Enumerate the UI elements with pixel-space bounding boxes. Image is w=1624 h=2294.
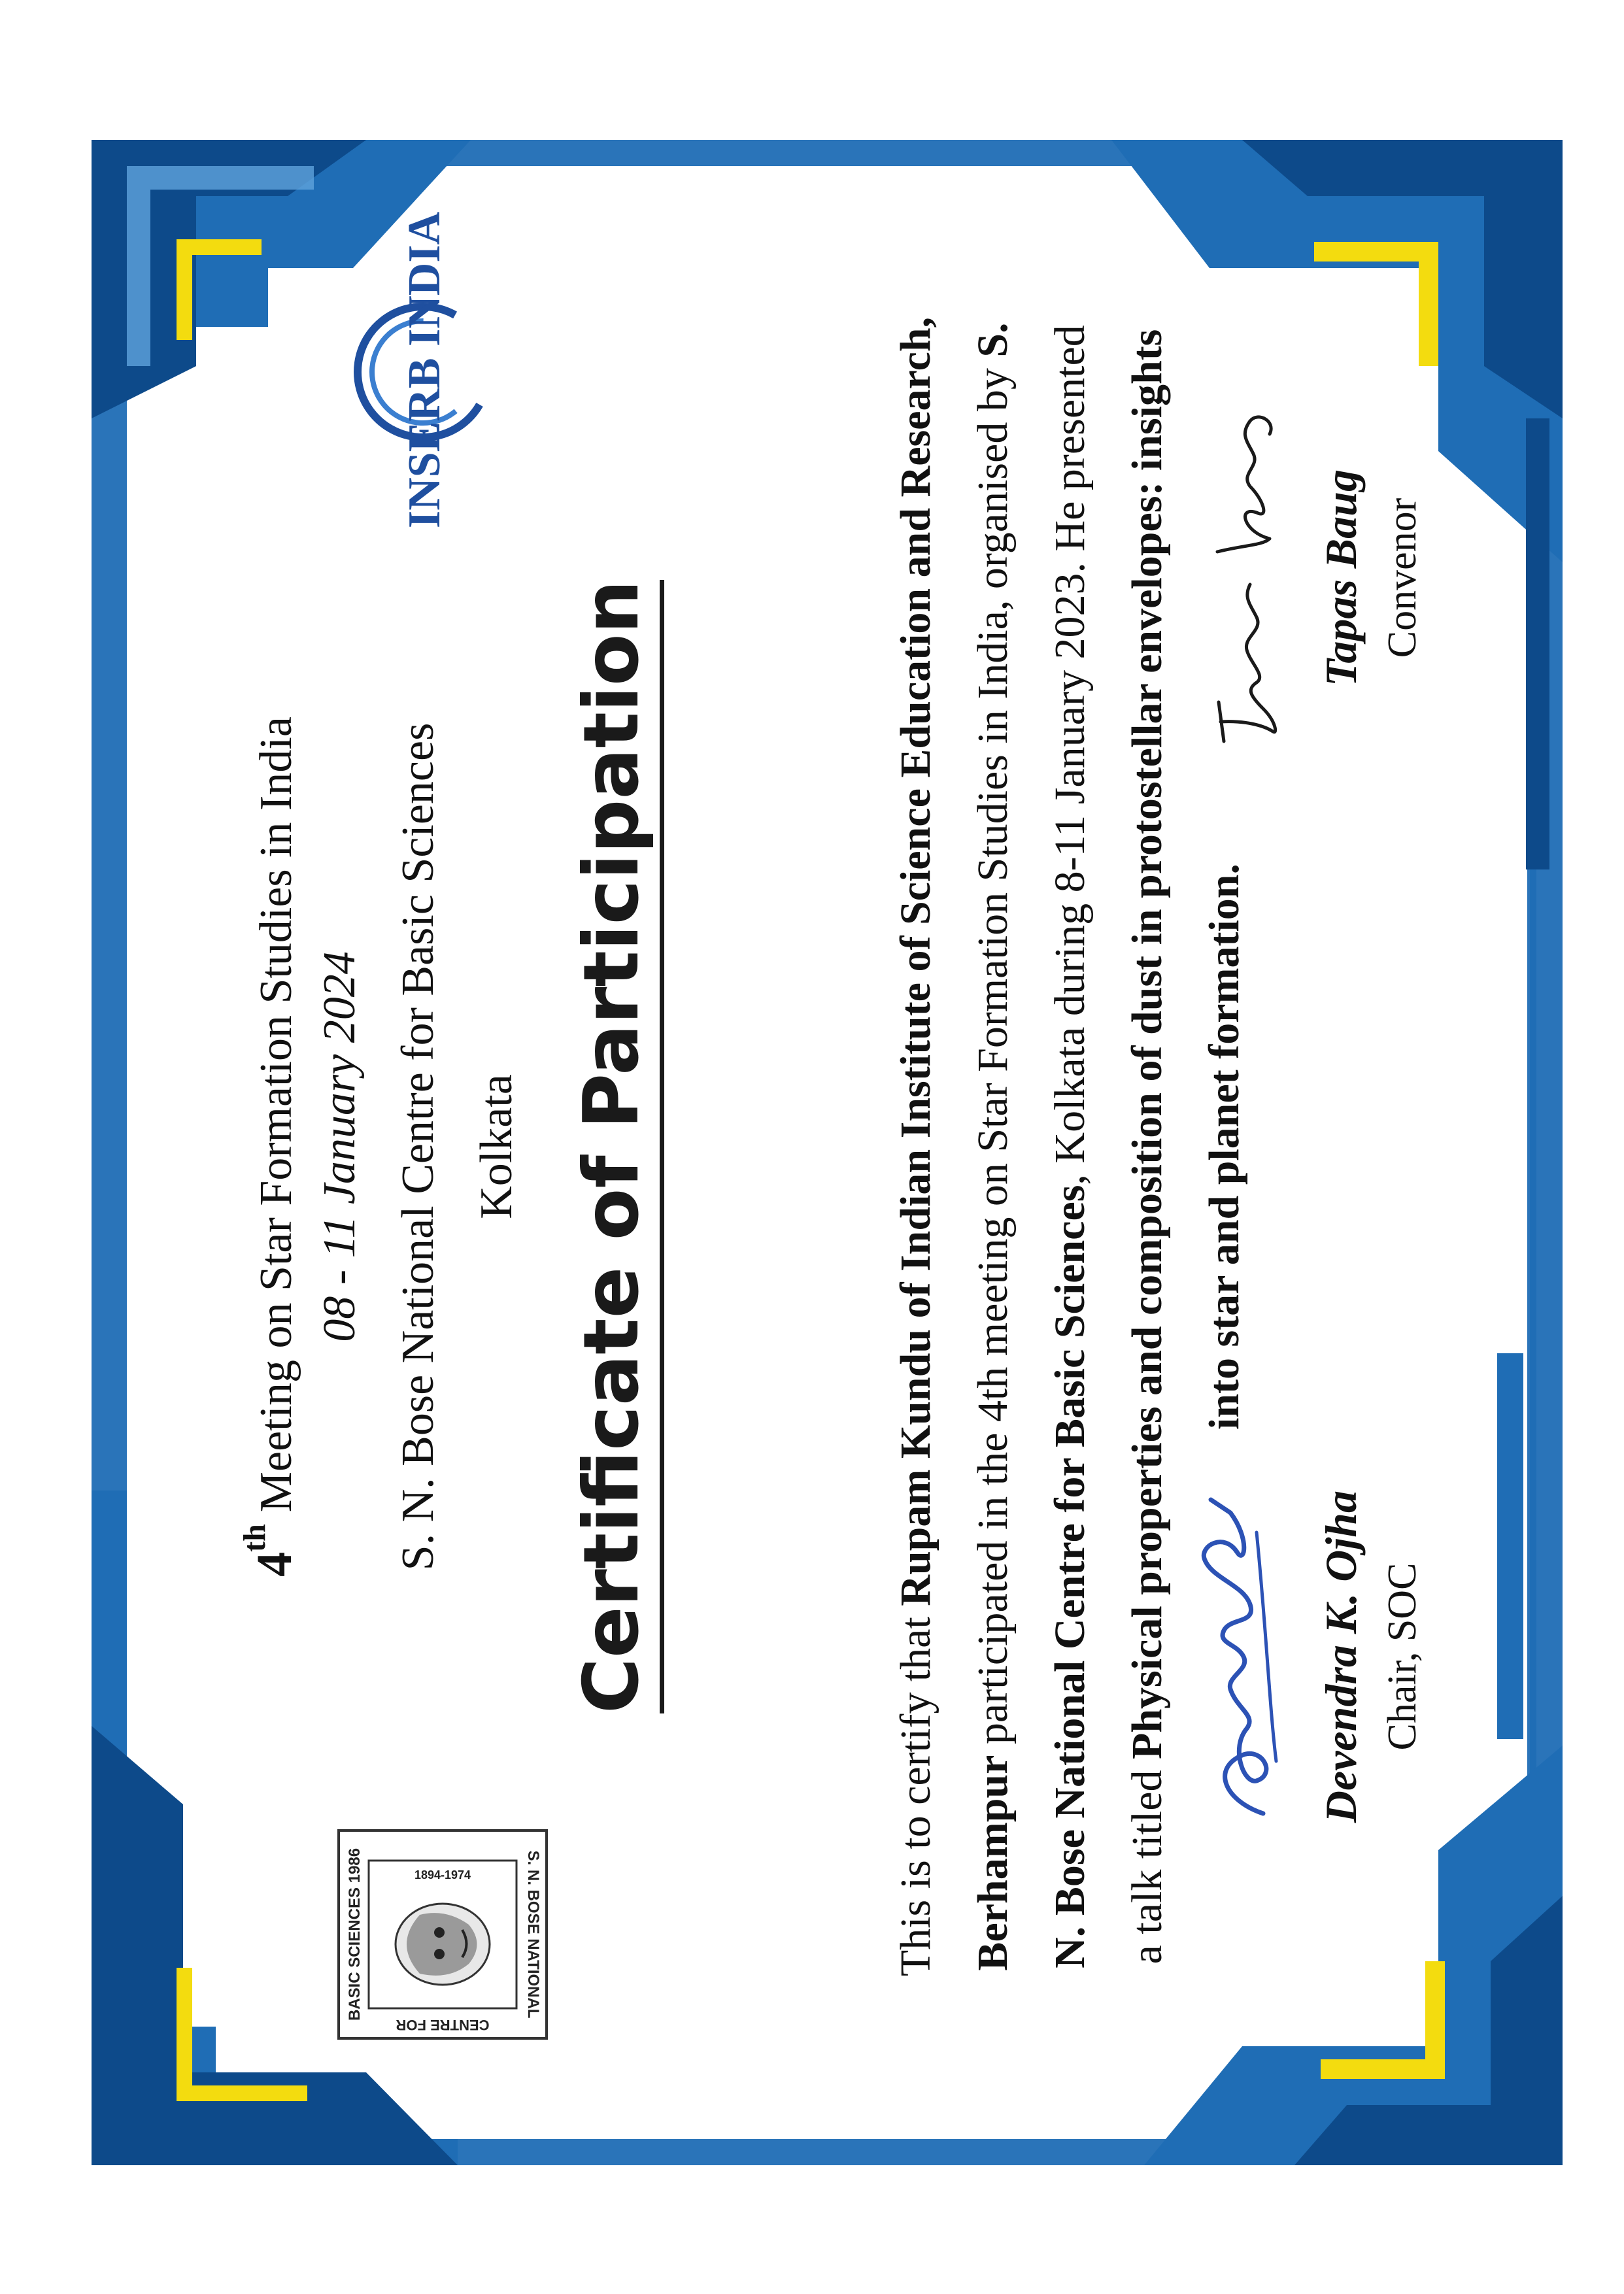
ordinal-number: 4	[247, 1551, 302, 1577]
talk-title: Physical properties and composition of dust in protostellar envelopes: insights into star and planet formation.	[1123, 329, 1248, 1759]
inserb-logo-text: INSERB INDIA	[399, 211, 450, 529]
seal-text-years: 1894-1974	[414, 1868, 471, 1881]
meeting-heading	[237, 199, 303, 2095]
certificate-title	[567, 199, 656, 2095]
certificate-title-text: Certificate of Participation	[567, 580, 664, 1713]
participant-name: Rupam Kundu of Indian Institute of Science Education and Research, Berhampur	[892, 316, 1017, 1971]
body-mid2: , Kolkata during 8-11 January 2023. He presented a talk titled	[1046, 325, 1171, 1965]
organiser-name: S. N. Bose National Centre for Basic Sciences	[969, 322, 1094, 1968]
signature-ojha-icon	[1185, 1474, 1289, 1840]
seal-text-top: BASIC SCIENCES 1986	[346, 1847, 364, 2021]
signature-baug-icon	[1185, 395, 1289, 761]
body-mid1: participated in the 4th meeting on Star Formation Studies in India, organised by	[969, 357, 1017, 1755]
signatory-name-right: Tapas Baug	[1316, 469, 1366, 686]
seal-text-bottom: S. N. BOSE NATIONAL	[524, 1850, 542, 2019]
seal-text-left: CENTRE FOR	[396, 2017, 490, 2033]
signatory-name-left: Devendra K. Ojha	[1316, 1490, 1366, 1823]
meeting-dates: 08 - 11 January 2024	[314, 951, 365, 1342]
body-intro: This is to certify that	[892, 1606, 939, 1977]
certificate-content	[145, 199, 1479, 2095]
signatory-role-left: Chair, SOC	[1380, 1562, 1425, 1751]
ordinal-suffix: th	[237, 1524, 272, 1552]
host-city: Kolkata	[471, 1074, 522, 1219]
meeting-name: Meeting on Star Formation Studies in India	[251, 717, 301, 1513]
host-institution: S. N. Bose National Centre for Basic Sciences	[393, 722, 443, 1571]
signatory-role-right: Convenor	[1380, 498, 1425, 658]
